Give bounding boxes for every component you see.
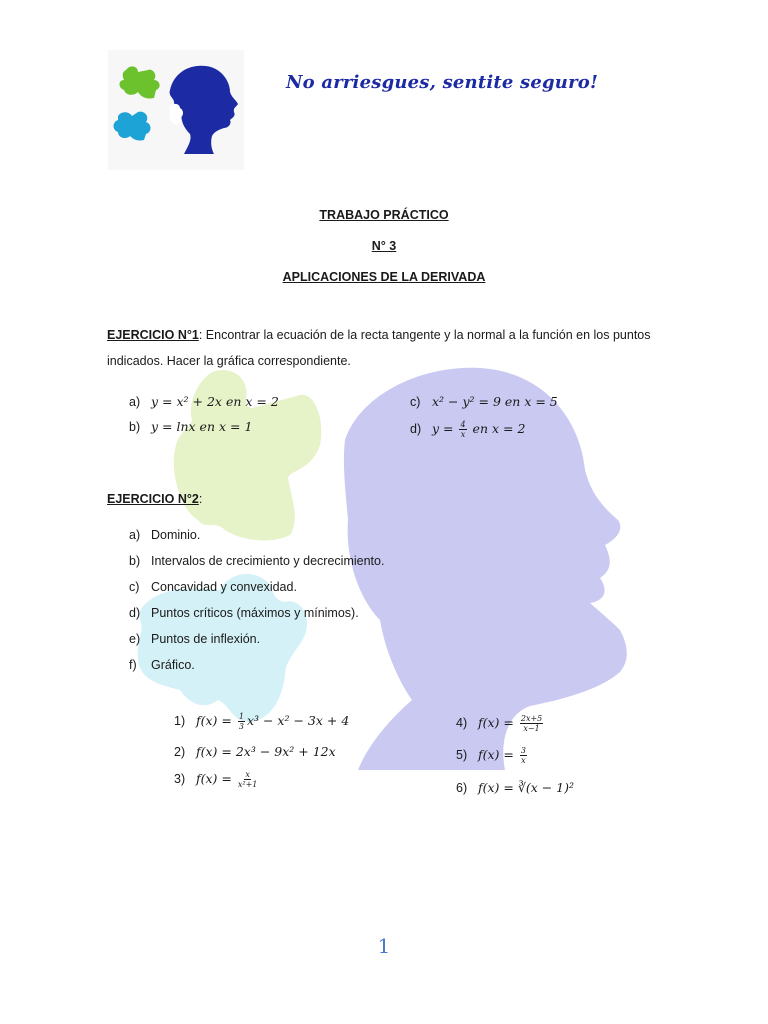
formula-pre: f(x) = — [478, 715, 518, 730]
function-label: 6) — [456, 781, 468, 795]
fraction-numerator: 1 — [238, 712, 244, 721]
fraction — [520, 714, 543, 733]
function-formula — [196, 770, 259, 789]
function-4 — [456, 714, 545, 733]
item-label: a) — [129, 528, 141, 542]
function-formula — [478, 746, 529, 765]
item-label: a) — [129, 395, 141, 409]
item-text: Puntos críticos (máximos y mínimos). — [151, 606, 359, 620]
ejercicio-1-statement — [107, 322, 667, 374]
fraction — [459, 420, 466, 439]
ej2-item-d — [129, 606, 359, 620]
fraction — [520, 746, 527, 765]
function-5 — [456, 746, 529, 765]
fraction-numerator: x — [245, 770, 250, 779]
cyan-puzzle-watermark — [138, 574, 307, 722]
item-formula: y = lnx en x = 1 — [151, 419, 253, 434]
item-formula: x² − y² = 9 en x = 5 — [432, 394, 558, 409]
function-2 — [174, 744, 336, 759]
function-label: 5) — [456, 748, 468, 762]
formula-post: x³ − x² − 3x + 4 — [246, 713, 350, 728]
item-text: Concavidad y convexidad. — [151, 580, 297, 594]
ej2-item-e — [129, 632, 260, 646]
function-formula: f(x) = 2x³ − 9x² + 12x — [196, 744, 336, 759]
ej1-item-a — [129, 394, 279, 409]
logo-puzzle-head — [108, 50, 244, 170]
ej2-item-b — [129, 554, 384, 568]
function-formula — [478, 714, 545, 733]
item-text: Intervalos de crecimiento y decrecimiento. — [151, 554, 385, 568]
fraction-denominator: x−1 — [523, 724, 540, 733]
ejercicio-2-colon: : — [198, 492, 203, 506]
function-label: 4) — [456, 716, 468, 730]
item-label: e) — [129, 632, 141, 646]
slogan: No arriesgues, sentite seguro! — [286, 72, 599, 93]
formula-pre: f(x) = — [478, 747, 518, 762]
item-text: Gráfico. — [151, 658, 195, 672]
item-label: c) — [129, 580, 140, 594]
function-3 — [174, 770, 259, 789]
fraction-numerator: 2x+5 — [520, 714, 543, 723]
item-label: f) — [129, 658, 137, 672]
item-label: d) — [129, 606, 141, 620]
ej2-item-f — [129, 658, 195, 672]
function-label: 3) — [174, 772, 186, 786]
fraction-numerator: 4 — [460, 420, 466, 429]
page-number: 1 — [377, 934, 391, 958]
item-text: Puntos de inflexión. — [151, 632, 261, 646]
title-aplicaciones: APLICACIONES DE LA DERIVADA — [282, 270, 486, 284]
fraction-denominator: x — [460, 430, 466, 439]
item-text: Dominio. — [151, 528, 201, 542]
ej2-item-a — [129, 528, 200, 542]
ejercicio-2-statement — [107, 486, 667, 512]
item-formula: y = x² + 2x en x = 2 — [151, 394, 279, 409]
ejercicio-2-heading: EJERCICIO N°2 — [107, 492, 199, 506]
title-number: N° 3 — [371, 239, 397, 253]
fraction — [238, 712, 245, 731]
function-1 — [174, 712, 349, 731]
item-formula — [432, 420, 525, 439]
item-label: c) — [410, 395, 421, 409]
function-formula — [196, 712, 349, 731]
item-label: b) — [129, 554, 141, 568]
fraction-numerator: 3 — [520, 746, 526, 755]
function-label: 1) — [174, 714, 186, 728]
formula-pre: y = — [432, 421, 458, 436]
ej2-item-c — [129, 580, 297, 594]
ej1-item-c — [410, 394, 558, 409]
formula-pre: f(x) = — [196, 713, 236, 728]
fraction-denominator: x²+1 — [237, 780, 258, 789]
title-trabajo-practico: TRABAJO PRÁCTICO — [319, 208, 449, 222]
formula-pre: f(x) = — [196, 771, 236, 786]
ej1-item-b — [129, 419, 252, 434]
item-label: b) — [129, 420, 141, 434]
item-label: d) — [410, 422, 422, 436]
fraction-denominator: 3 — [238, 722, 244, 731]
function-6 — [456, 780, 574, 795]
fraction-denominator: x — [521, 756, 526, 765]
fraction — [238, 770, 258, 789]
ejercicio-1-text: : Encontrar la ecuación de la recta tangente y la normal a la función en los puntos indicados. Hacer la gráfica correspondiente. — [107, 328, 651, 368]
ejercicio-1-heading: EJERCICIO N°1 — [107, 328, 199, 342]
ej1-item-d — [410, 420, 525, 439]
formula-post: en x = 2 — [468, 421, 526, 436]
function-formula: f(x) = ∛(x − 1)² — [478, 780, 575, 795]
function-label: 2) — [174, 745, 186, 759]
